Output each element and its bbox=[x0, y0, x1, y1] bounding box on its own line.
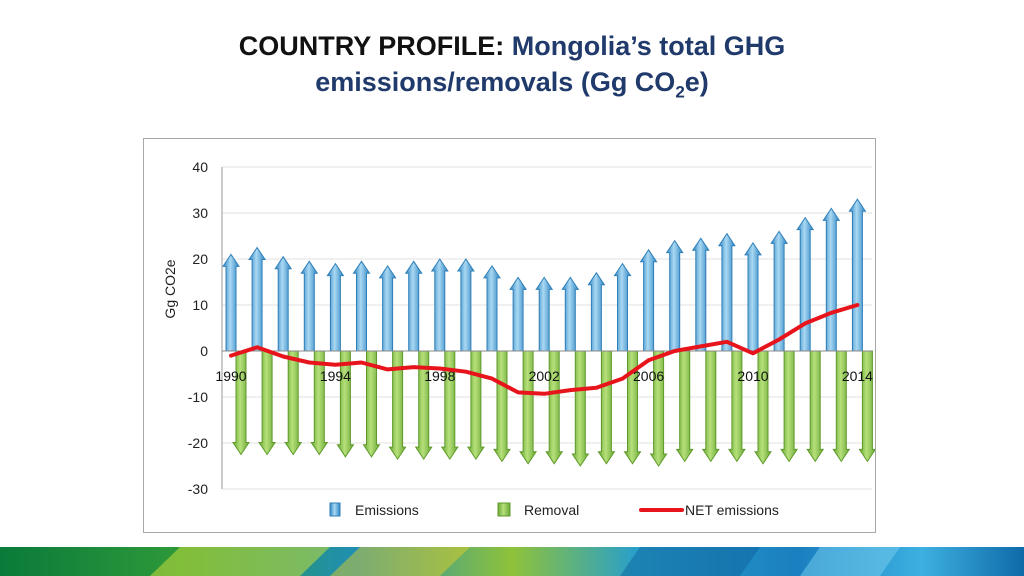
x-tick-label: 1990 bbox=[215, 368, 247, 384]
removal-bar bbox=[285, 351, 301, 455]
emissions-bar bbox=[641, 250, 657, 351]
emissions-bar bbox=[562, 277, 578, 351]
x-tick-label: 2014 bbox=[841, 368, 873, 384]
emissions-bar bbox=[354, 261, 370, 351]
removal-bar bbox=[598, 351, 614, 464]
emissions-bar bbox=[249, 248, 265, 352]
x-tick-label: 1994 bbox=[319, 368, 351, 384]
x-tick-label: 2010 bbox=[737, 368, 769, 384]
title-rest-1: Mongolia’s total GHG bbox=[511, 31, 786, 61]
legend-emissions-swatch bbox=[330, 503, 340, 516]
removal-bar bbox=[677, 351, 693, 461]
y-tick-label: 20 bbox=[192, 251, 208, 267]
emissions-bar bbox=[797, 218, 813, 351]
y-tick-label: -20 bbox=[187, 435, 208, 451]
removal-bar bbox=[807, 351, 823, 461]
title-lead: COUNTRY PROFILE: bbox=[238, 31, 505, 61]
y-axis-label: Gg CO2e bbox=[162, 259, 178, 319]
title-line-2 bbox=[0, 64, 1024, 110]
title-rest-2a: emissions/removals (Gg CO bbox=[315, 67, 676, 97]
ghg-chart bbox=[144, 139, 875, 532]
title-rest-2b: e) bbox=[684, 67, 709, 97]
slide-title bbox=[0, 28, 1024, 110]
removal-bar bbox=[259, 351, 275, 455]
emissions-bar bbox=[301, 261, 317, 351]
title-subscript: 2 bbox=[675, 82, 685, 102]
emissions-bar bbox=[823, 208, 839, 351]
removal-bar bbox=[572, 351, 588, 466]
y-tick-label: 30 bbox=[192, 205, 208, 221]
y-tick-label: -30 bbox=[187, 481, 208, 497]
legend bbox=[330, 502, 779, 518]
emissions-bar bbox=[406, 261, 422, 351]
removal-bar bbox=[337, 351, 353, 457]
removal-bar bbox=[494, 351, 510, 461]
emissions-bar bbox=[327, 264, 343, 351]
emissions-bar bbox=[380, 266, 396, 351]
y-tick-label: 10 bbox=[192, 297, 208, 313]
legend-emissions-label: Emissions bbox=[355, 502, 419, 518]
y-tick-label: 0 bbox=[200, 343, 208, 359]
y-tick-label: -10 bbox=[187, 389, 208, 405]
emissions-bar bbox=[667, 241, 683, 351]
emissions-bar bbox=[223, 254, 239, 351]
legend-removal-swatch bbox=[498, 503, 510, 516]
x-tick-label: 1998 bbox=[424, 368, 456, 384]
x-tick-label: 2002 bbox=[528, 368, 560, 384]
emissions-bar bbox=[484, 266, 500, 351]
removal-bar bbox=[233, 351, 249, 455]
x-tick-label: 2006 bbox=[633, 368, 665, 384]
emissions-bar bbox=[615, 264, 631, 351]
y-tick-label: 40 bbox=[192, 159, 208, 175]
removal-bar bbox=[311, 351, 327, 455]
emissions-bar bbox=[588, 273, 604, 351]
emissions-bar bbox=[536, 277, 552, 351]
title-line-1 bbox=[0, 28, 1024, 64]
bar-layer bbox=[223, 199, 875, 466]
emissions-bar bbox=[719, 234, 735, 351]
emissions-bar bbox=[693, 238, 709, 351]
removal-bar bbox=[781, 351, 797, 461]
legend-removal-label: Removal bbox=[524, 502, 580, 518]
emissions-bar bbox=[771, 231, 787, 351]
legend-net-label: NET emissions bbox=[685, 502, 779, 518]
emissions-bar bbox=[849, 199, 865, 351]
decorative-bottom-band bbox=[0, 547, 1024, 576]
chart-frame bbox=[143, 138, 876, 533]
emissions-bar bbox=[275, 257, 291, 351]
removal-bar bbox=[703, 351, 719, 461]
emissions-bar bbox=[510, 277, 526, 351]
